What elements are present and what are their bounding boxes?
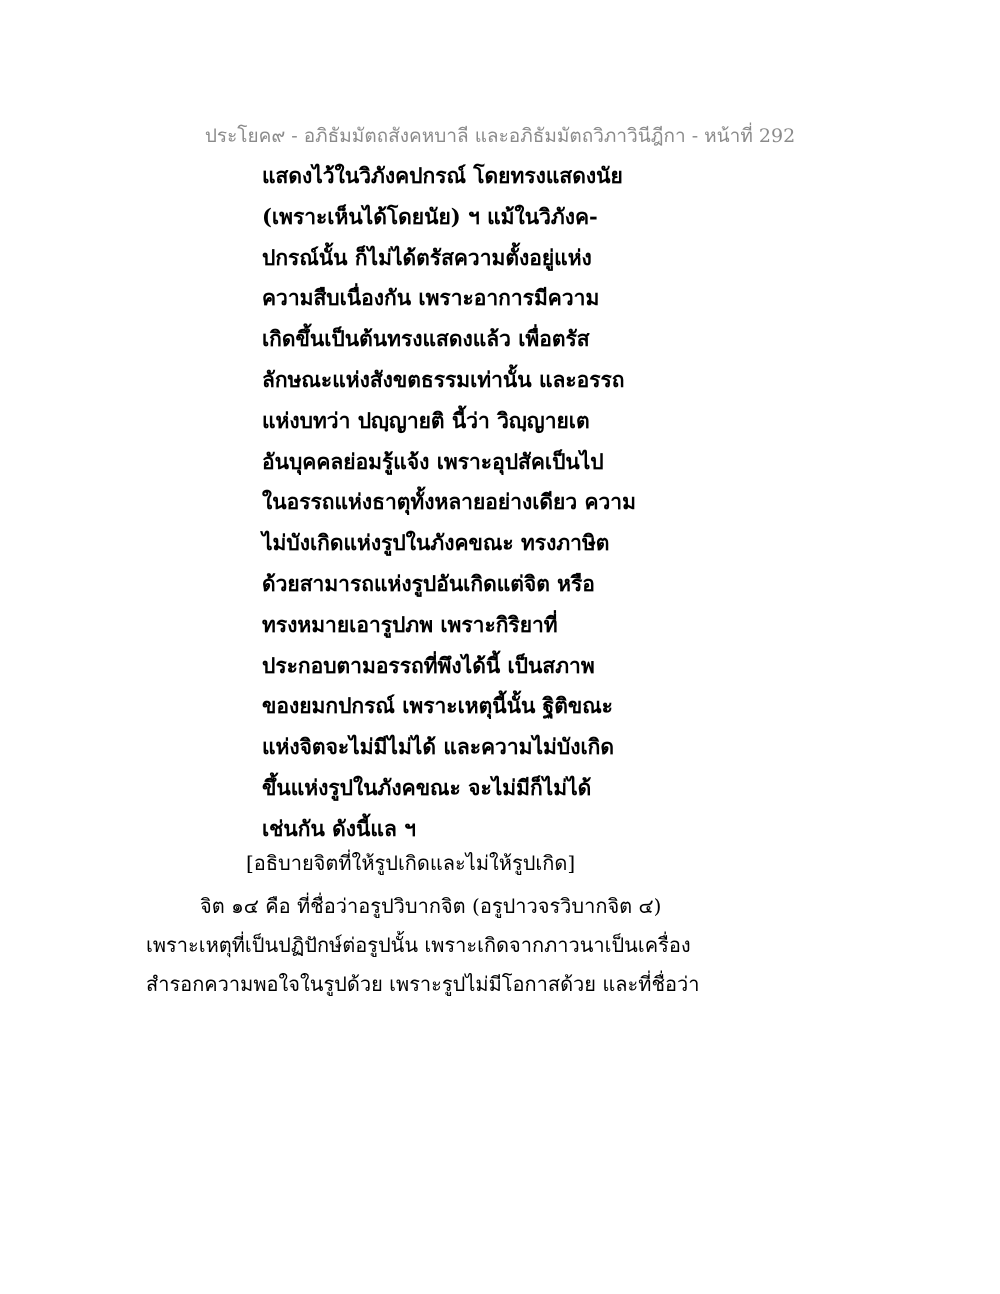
verse-line: ไม่บังเกิดแห่งรูปในภังคขณะ ทรงภาษิต — [262, 530, 610, 556]
verse-line: เกิดขึ้นเป็นต้นทรงแสดงแล้ว เพื่อตรัส — [262, 326, 590, 352]
body-line: จิต ๑๔ คือ ที่ชื่อว่าอรูปวิบากจิต (อรูปาวจรวิบากจิต ๔) — [200, 894, 662, 918]
verse-line: ขึ้นแห่งรูปในภังคขณะ จะไม่มีก็ไม่ได้ — [262, 774, 592, 800]
verse-line: ในอรรถแห่งธาตุทั้งหลายอย่างเดียว ความ — [262, 489, 636, 515]
verse-line: แสดงไว้ในวิภังคปกรณ์ โดยทรงแสดงนัย — [262, 163, 623, 188]
verse-line: ปกรณ์นั้น ก็ไม่ได้ตรัสความตั้งอยู่แห่ง — [262, 244, 592, 270]
verse-line: ด้วยสามารถแห่งรูปอันเกิดแต่จิต หรือ — [262, 570, 595, 596]
body-line: สำรอกความพอใจในรูปด้วย เพราะรูปไม่มีโอกาสด้วย และที่ชื่อว่า — [146, 972, 700, 996]
verse-line: อันบุคคลย่อมรู้แจ้ง เพราะอุปสัคเป็นไป — [262, 448, 604, 474]
section-heading: [อธิบายจิตที่ให้รูปเกิดและไม่ให้รูปเกิด] — [246, 851, 576, 875]
verse-line: ของยมกปกรณ์ เพราะเหตุนี้นั้น ฐิติขณะ — [262, 693, 613, 719]
verse-line: แห่งบทว่า ปญฺญายติ นี้ว่า วิญฺญายเต — [262, 407, 590, 433]
verse-line: ความสืบเนื่องกัน เพราะอาการมีความ — [262, 285, 600, 311]
verse-line: เช่นกัน ดังนี้แล ฯ — [262, 815, 416, 841]
body-line: เพราะเหตุที่เป็นปฏิปักษ์ต่อรูปนั้น เพราะเกิดจากภาวนาเป็นเครื่อง — [146, 933, 691, 957]
page-header: ประโยค๙ - อภิธัมมัตถสังคหบาลี และอภิธัมมัตถวิภาวินีฎีกา - หน้าที่ 292 — [204, 125, 796, 147]
verse-line: แห่งจิตจะไม่มีไม่ได้ และความไม่บังเกิด — [262, 734, 614, 760]
verse-line: (เพราะเห็นได้โดยนัย) ฯ แม้ในวิภังค- — [262, 203, 598, 229]
verse-block — [262, 156, 636, 850]
verse-line: ทรงหมายเอารูปภพ เพราะกิริยาที่ — [262, 611, 558, 637]
verse-line: ประกอบตามอรรถที่พึงได้นี้ เป็นสภาพ — [262, 652, 595, 678]
verse-line: ลักษณะแห่งสังขตธรรมเท่านั้น และอรรถ — [262, 366, 625, 392]
